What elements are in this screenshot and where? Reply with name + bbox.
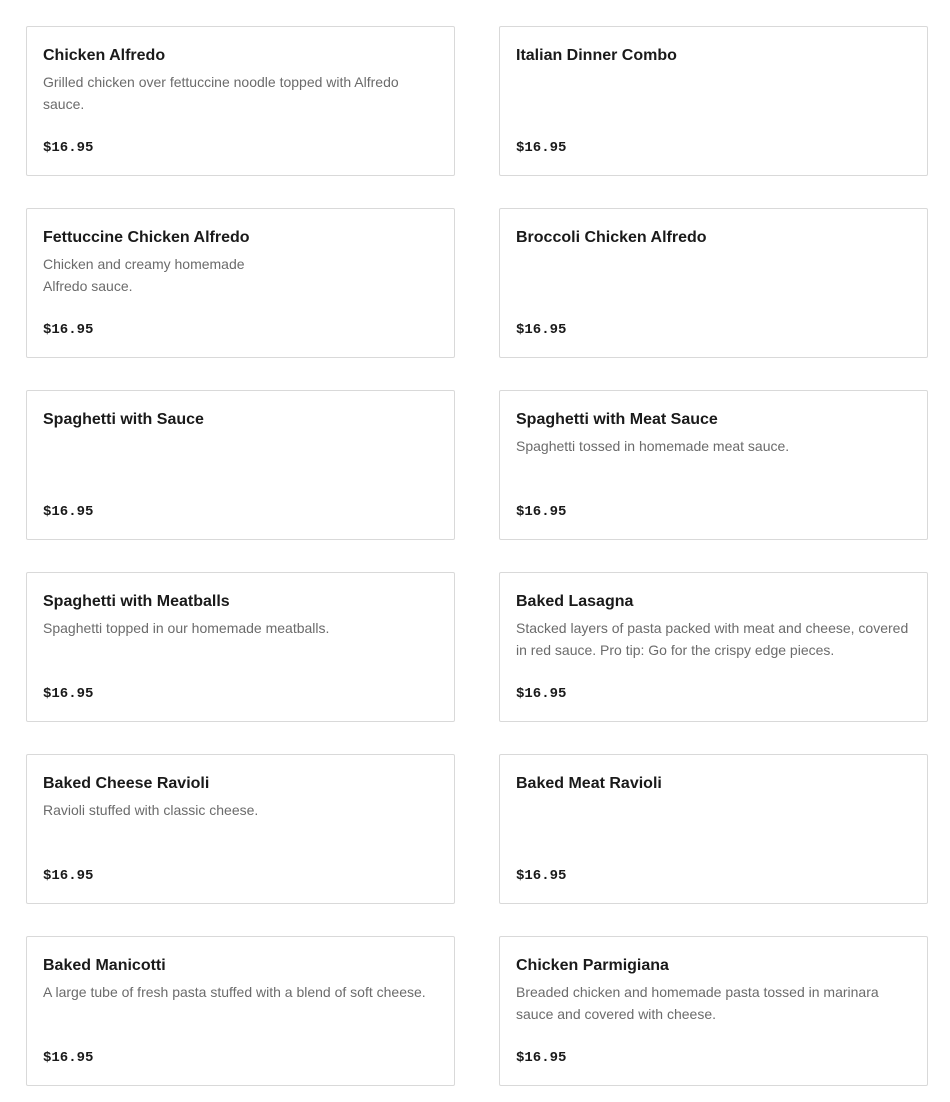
menu-item-price: $16.95 [43,868,94,884]
menu-item-name: Spaghetti with Sauce [43,411,204,428]
menu-item-description: Spaghetti tossed in homemade meat sauce. [516,438,790,454]
menu-item-description: Spaghetti topped in our homemade meatballs. [43,620,330,636]
menu-item-name: Baked Meat Ravioli [516,775,662,792]
menu-item-card-fettuccine-chicken-alfredo[interactable] [26,208,455,358]
menu-item-description: Grilled chicken over fettuccine noodle topped with Alfredo sauce. [43,74,399,112]
menu-item-name: Spaghetti with Meat Sauce [516,411,718,428]
menu-item-name: Broccoli Chicken Alfredo [516,229,707,246]
menu-item-card-chicken-alfredo[interactable] [26,26,455,176]
menu-item-card-baked-meat-ravioli[interactable] [499,754,928,904]
menu-item-name: Baked Cheese Ravioli [43,775,210,792]
menu-item-description: Ravioli stuffed with classic cheese. [43,802,259,818]
menu-item-grid [26,26,928,1086]
menu-item-description: A large tube of fresh pasta stuffed with a blend of soft cheese. [43,984,426,1000]
menu-item-price: $16.95 [516,504,567,520]
menu-item-card-spaghetti-with-meat-sauce[interactable] [499,390,928,540]
menu-item-name: Baked Manicotti [43,957,166,974]
menu-item-price: $16.95 [516,140,567,156]
menu-item-card-italian-dinner-combo[interactable] [499,26,928,176]
menu-item-card-baked-cheese-ravioli[interactable] [26,754,455,904]
menu-item-price: $16.95 [43,322,94,338]
menu-item-card-broccoli-chicken-alfredo[interactable] [499,208,928,358]
menu-item-price: $16.95 [43,686,94,702]
menu-item-price: $16.95 [516,1050,567,1066]
menu-item-name: Baked Lasagna [516,593,634,610]
menu-item-card-spaghetti-with-sauce[interactable] [26,390,455,540]
menu-item-price: $16.95 [43,1050,94,1066]
menu-item-price: $16.95 [43,140,94,156]
menu-item-card-baked-lasagna[interactable] [499,572,928,722]
menu-item-card-spaghetti-with-meatballs[interactable] [26,572,455,722]
menu-item-price: $16.95 [516,686,567,702]
menu-item-description: Stacked layers of pasta packed with meat and cheese, covered in red sauce. Pro tip: Go for the crispy edge pieces. [516,620,909,658]
menu-item-name: Italian Dinner Combo [516,47,677,64]
menu-item-card-chicken-parmigiana[interactable] [499,936,928,1086]
menu-item-name: Chicken Parmigiana [516,957,669,974]
menu-item-price: $16.95 [516,868,567,884]
menu-item-description: Chicken and creamy homemade Alfredo sauce. [43,256,245,294]
menu-item-price: $16.95 [43,504,94,520]
menu-item-name: Chicken Alfredo [43,47,166,64]
menu-item-price: $16.95 [516,322,567,338]
menu-item-name: Spaghetti with Meatballs [43,593,230,610]
menu-item-name: Fettuccine Chicken Alfredo [43,229,250,246]
menu-item-description: Breaded chicken and homemade pasta tossed in marinara sauce and covered with cheese. [516,984,879,1022]
menu-item-card-baked-manicotti[interactable] [26,936,455,1086]
